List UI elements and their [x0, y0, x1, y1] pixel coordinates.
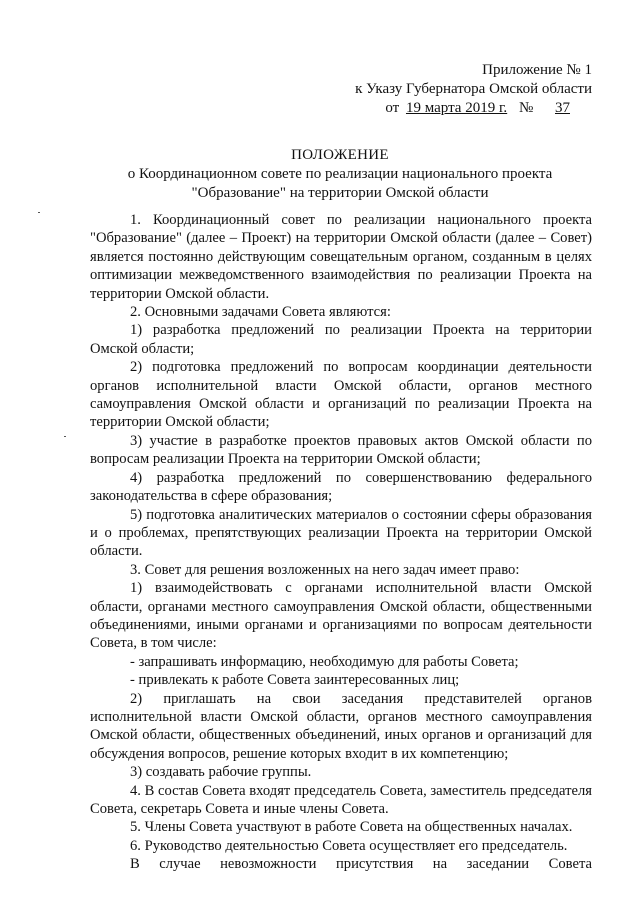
document-body: [90, 211, 592, 874]
date-prefix: от: [385, 100, 400, 116]
document-title: [80, 146, 600, 203]
paragraph-6: 6. Руководство деятельностью Совета осуществляет его председатель.: [130, 837, 568, 854]
number-prefix: №: [518, 100, 534, 116]
appendix-number: Приложение № 1: [482, 62, 592, 78]
appendix-header: [355, 61, 592, 118]
paragraph-3: 3. Совет для решения возложенных на него задач имеет право:: [130, 561, 520, 578]
paragraph-1: 1. Координационный совет по реализации национального проекта "Образование" (далее – Проект) на территории Омской области (далее – Совет) является постоянно действующим совещательным органом, созданным в целях оптимизации межведомственного взаимодействия по реализации Проекта на территории Омской области.: [90, 212, 592, 302]
task-item-2: 2) подготовка предложений по вопросам координации деятельности органов исполнительной власти Омской области, органов местного самоуправления Омской области и организаций по реализации Проекта на территории Омской области;: [90, 359, 592, 431]
scan-speck: [64, 436, 66, 437]
right-item-2: 2) приглашать на свои заседания представителей органов исполнительной власти Омской области, органов местного самоуправления Омской области, общественных объединений, иных органов и организаций для обсуждения вопросов, решение которых входит в их компетенцию;: [90, 690, 592, 762]
title-subtitle-line1: о Координационном совете по реализации национального проекта: [127, 166, 553, 182]
task-item-1: 1) разработка предложений по реализации Проекта на территории Омской области;: [90, 322, 592, 357]
task-item-3: 3) участие в разработке проектов правовых актов Омской области по вопросам реализации Проекта на территории Омской области;: [90, 432, 592, 468]
task-item-4: 4) разработка предложений по совершенствованию федерального законодательства в сфере образования;: [90, 469, 592, 505]
right-subitem-involve: - привлекать к работе Совета заинтересованных лиц;: [130, 672, 460, 689]
title-subtitle-line2: "Образование" на территории Омской области: [191, 185, 489, 201]
right-item-3: 3) создавать рабочие группы.: [130, 764, 312, 781]
decree-date-number: [355, 99, 592, 118]
decree-reference: к Указу Губернатора Омской области: [355, 81, 592, 97]
decree-date: 19 марта 2019 г.: [405, 100, 508, 116]
paragraph-4: 4. В состав Совета входят председатель Совета, заместитель председателя Совета, секретарь Совета и иные члены Совета.: [90, 782, 592, 817]
right-subitem-request: - запрашивать информацию, необходимую для работы Совета;: [130, 653, 519, 670]
paragraph-2: 2. Основными задачами Совета являются:: [130, 304, 391, 321]
scan-speck: [38, 212, 40, 213]
decree-number: 37: [555, 100, 570, 116]
paragraph-6-continuation: В случае невозможности присутствия на заседании Совета: [130, 856, 592, 873]
title-heading: ПОЛОЖЕНИЕ: [291, 147, 389, 163]
right-item-1: 1) взаимодействовать с органами исполнительной власти Омской области, органами местного самоуправления Омской области, общественными объединениями, иными органами и организациями по вопросам деятельности Совета, в том числе:: [90, 580, 592, 652]
task-item-5: 5) подготовка аналитических материалов о состоянии сферы образования и о проблемах, препятствующих реализации Проекта на территории Омской области.: [90, 506, 592, 560]
paragraph-5: 5. Члены Совета участвуют в работе Совета на общественных началах.: [130, 819, 573, 836]
